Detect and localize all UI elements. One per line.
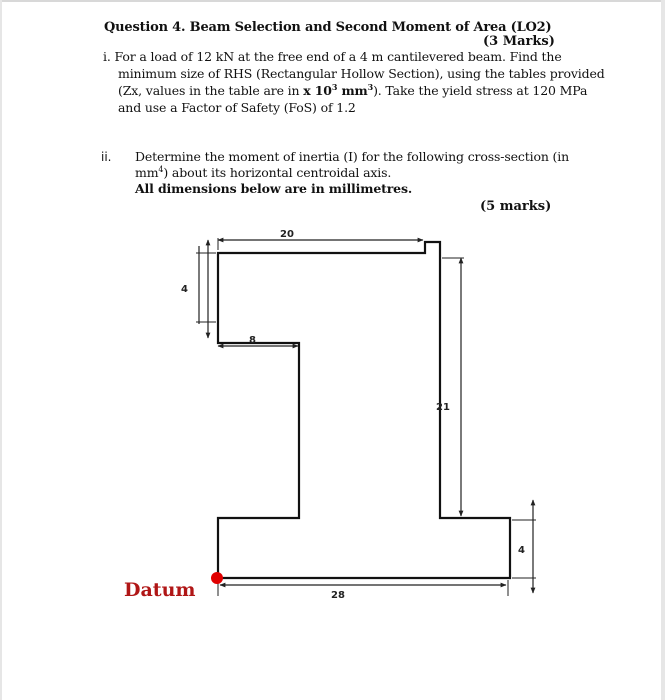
part-ii-line-1: Determine the moment of inertia (I) for the following cross-section (in — [135, 149, 570, 164]
part-ii-number: ii. — [101, 150, 112, 164]
svg-text:4: 4 — [181, 284, 188, 295]
part-ii-line-2: $mm^4$) about its horizontal centroidal axis. — [135, 165, 392, 180]
part-ii-line-3: All dimensions below are in millimetres. — [135, 181, 413, 196]
part-i-line-3-post: ). Take the yield stress at 120 MPa — [373, 83, 588, 98]
dim-web-width — [218, 335, 298, 346]
question-title: Question 4. Beam Selection and Second Moment of Area (LO2) — [104, 20, 552, 35]
datum-label: Datum — [124, 579, 196, 601]
svg-text:28: 28 — [331, 590, 345, 601]
part-i-line-1: i. For a load of 12 kN at the free end of a 4 m cantilevered beam. Find the — [103, 49, 562, 64]
datum-point — [211, 572, 223, 584]
svg-text:20: 20 — [280, 229, 294, 240]
dim-bottom-flange-thickness — [512, 500, 536, 593]
part-i-units-factor: x $10^3$ $mm^3$ — [303, 82, 374, 98]
svg-text:4: 4 — [518, 545, 525, 556]
dim-top-flange-thickness — [181, 240, 216, 338]
svg-text:8: 8 — [249, 335, 256, 346]
part-ii-marks: (5 marks) — [480, 199, 552, 214]
dim-bottom-width — [218, 580, 508, 601]
part-i-marks: (3 Marks) — [483, 34, 555, 49]
part-i-line-3-pre: (Zx, values in the table are in — [118, 83, 304, 98]
part-i-line-2: minimum size of RHS (Rectangular Hollow Section), using the tables provided — [118, 66, 605, 81]
section-outline — [218, 242, 510, 578]
svg-text:21: 21 — [436, 402, 450, 413]
dim-top-width — [218, 229, 423, 250]
part-i-line-4: and use a Factor of Safety (FoS) of 1.2 — [118, 100, 356, 115]
